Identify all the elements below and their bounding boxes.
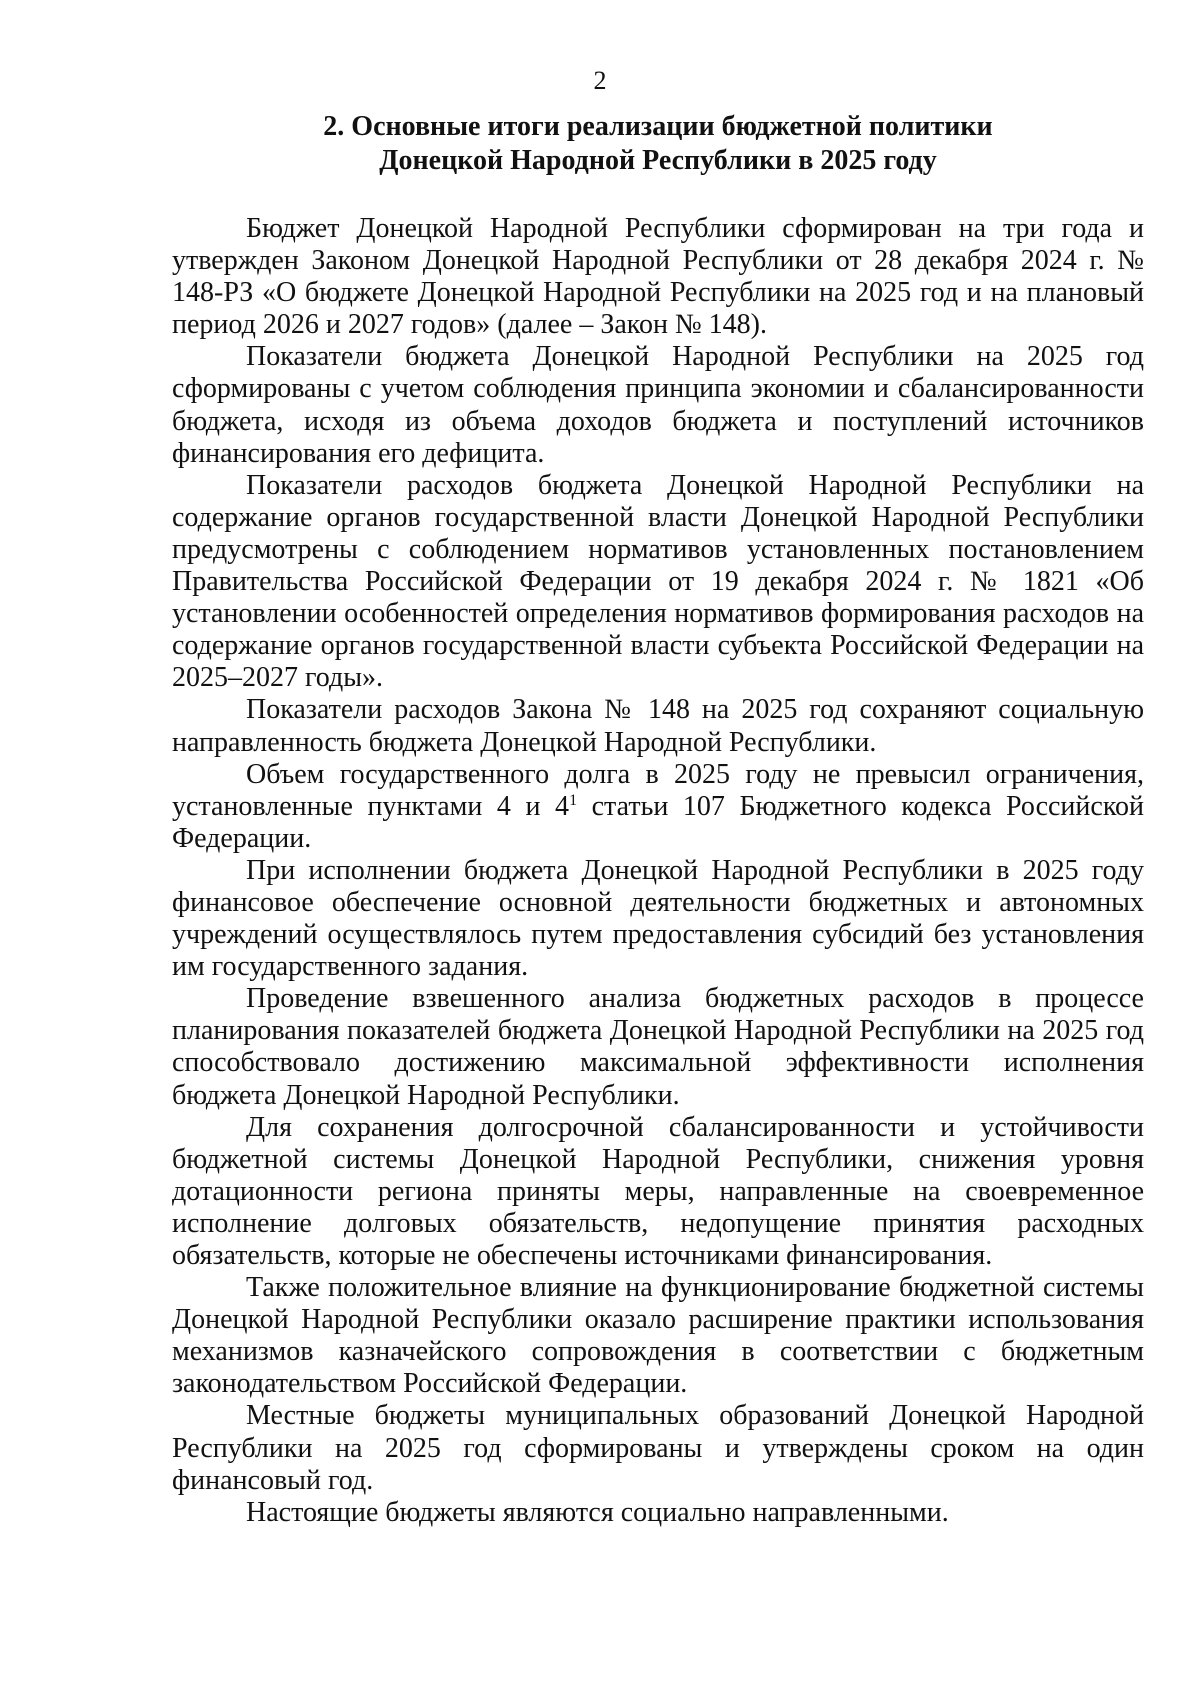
page-number: 2 [593,66,607,95]
paragraph-11: Настоящие бюджеты являются социально направленными. [246,1496,949,1528]
paragraph-8: Для сохранения долгосрочной сбалансированности и устойчивости бюджетной системы Донецкой Народной Республики, снижения уровня дотационности региона приняты меры, направленные на своевременное исполнение долговых обязательств, недопущение принятия расходных обязательств, которые не обеспечены источниками финансирования. [172,1111,1144,1271]
section-title [172,110,1144,178]
document-body [172,213,1144,1529]
paragraph-1: Бюджет Донецкой Народной Республики сформирован на три года и утвержден Законом Донецкой Народной Республики от 28 декабря 2024 г. № 148-РЗ «О бюджете Донецкой Народной Республики на 2025 год и на плановый период 2026 и 2027 годов» (далее – Закон № 148). [172,213,1144,341]
paragraph-5-text-after: статьи 107 Бюджетного кодекса Российской Федерации. [172,790,1144,854]
paragraph-5-text-before: Объем государственного долга в 2025 году не превысил ограничения, установленные пунктами 4 и 4 [172,758,1144,822]
paragraph-5-superscript: 1 [569,791,578,809]
paragraph-5 [172,759,1144,855]
paragraph-4: Показатели расходов Закона № 148 на 2025 год сохраняют социальную направленность бюджета Донецкой Народной Республики. [172,694,1144,758]
paragraph-10: Местные бюджеты муниципальных образований Донецкой Народной Республики на 2025 год сформированы и утверждены сроком на один финансовый год. [172,1400,1144,1496]
paragraph-3: Показатели расходов бюджета Донецкой Народной Республики на содержание органов государственной власти Донецкой Народной Республики предусмотрены с соблюдением нормативов установленных постановлением Правительства Российской Федерации от 19 декабря 2024 г. № 1821 «Об установлении особенностей определения нормативов формирования расходов на содержание органов государственной власти субъекта Российской Федерации на 2025–2027 годы». [172,469,1144,694]
paragraph-7: Проведение взвешенного анализа бюджетных расходов в процессе планирования показателей бюджета Донецкой Народной Республики на 2025 год способствовало достижению максимальной эффективности исполнения бюджета Донецкой Народной Республики. [172,983,1144,1111]
section-title-line-1: 2. Основные итоги реализации бюджетной политики [323,111,993,142]
paragraph-2: Показатели бюджета Донецкой Народной Республики на 2025 год сформированы с учетом соблюдения принципа экономии и сбалансированности бюджета, исходя из объема доходов бюджета и поступлений источников финансирования его дефицита. [172,341,1144,469]
paragraph-9: Также положительное влияние на функционирование бюджетной системы Донецкой Народной Республики оказало расширение практики использования механизмов казначейского сопровождения в соответствии с бюджетным законодательством Российской Федерации. [172,1272,1144,1400]
section-title-line-2: Донецкой Народной Республики в 2025 году [379,145,937,176]
paragraph-6: При исполнении бюджета Донецкой Народной Республики в 2025 году финансовое обеспечение основной деятельности бюджетных и автономных учреждений осуществлялось путем предоставления субсидий без установления им государственного задания. [172,854,1144,983]
